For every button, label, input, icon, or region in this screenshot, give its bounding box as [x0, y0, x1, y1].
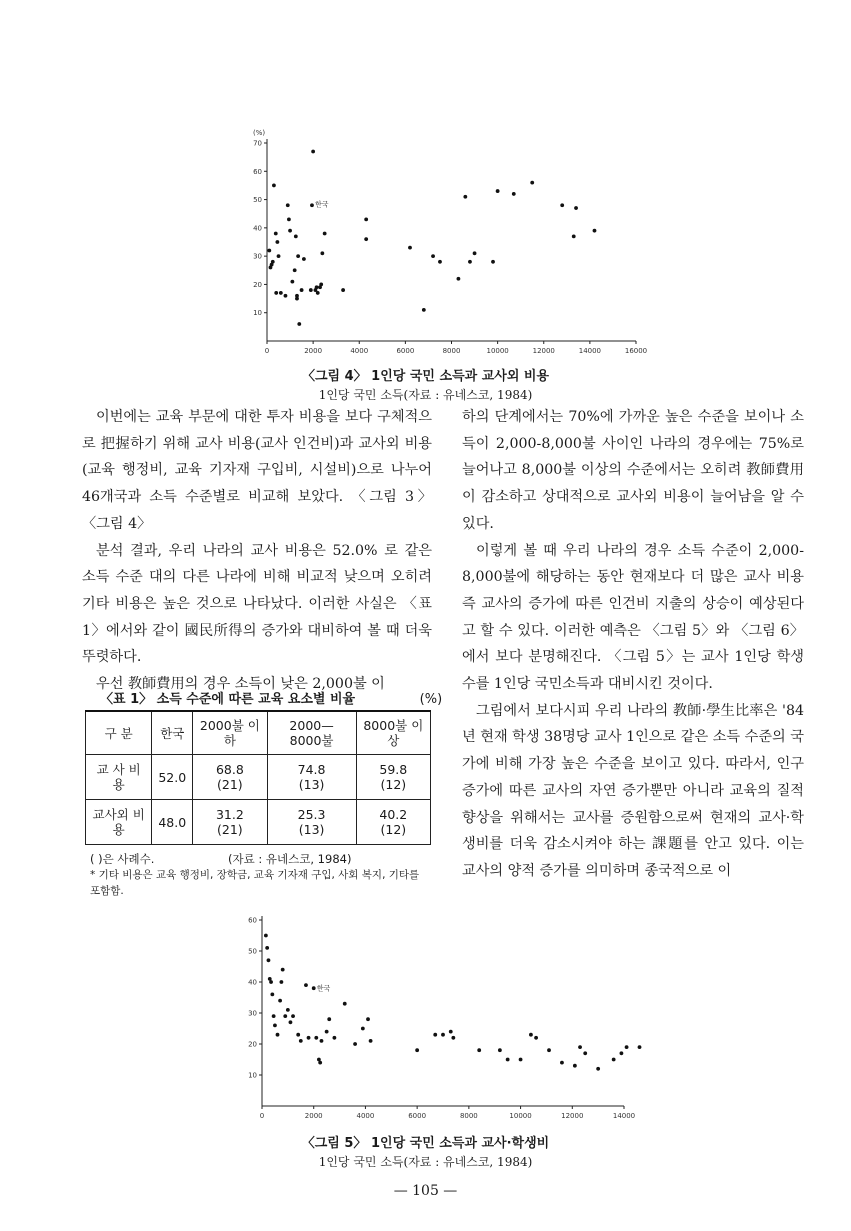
- data-point: [286, 1008, 290, 1012]
- data-point: [323, 232, 327, 236]
- table-header: 한국: [152, 711, 193, 755]
- data-point: [333, 1036, 337, 1040]
- data-point: [534, 1036, 538, 1040]
- table-1-unit: (%): [419, 692, 443, 707]
- data-point: [625, 1045, 629, 1049]
- data-point: [364, 237, 368, 241]
- table-cell: 68.8 (21): [193, 755, 267, 800]
- table-cell: 교사외 비 용: [86, 800, 152, 845]
- data-point: [295, 294, 299, 298]
- data-point: [369, 1039, 373, 1043]
- y-axis-label: (%): [253, 129, 266, 137]
- data-point: [286, 203, 290, 207]
- data-point: [519, 1058, 523, 1062]
- data-point: [574, 206, 578, 210]
- data-point: [309, 288, 313, 292]
- y-tick-label: 40: [253, 224, 262, 233]
- data-point: [433, 1033, 437, 1037]
- data-point: [320, 1039, 324, 1043]
- data-point: [304, 983, 308, 987]
- data-point: [325, 1030, 329, 1034]
- table-cell: 31.2 (21): [193, 800, 267, 845]
- data-point: [272, 1014, 276, 1018]
- data-point: [274, 291, 278, 295]
- table-1-source: (자료 : 유네스코, 1984): [228, 852, 352, 866]
- right-paragraph-2: 이렇게 볼 때 우리 나라의 경우 소득 수준이 2,000-8,000불에 해당하는 동안 현재보다 더 많은 교사 비용 즉 교사의 증가에 따른 인건비 지출의 상승이 예상된다고 할 수 있다. 이러한 예측은 〈그림 5〉와 〈그림 6〉에서 보다 분명해진다. 〈그림 5〉는 교사 1인당 학생수를 1인당 국민소득과 대비시킨 것이다.: [462, 542, 804, 693]
- data-point: [287, 217, 291, 221]
- figure-4-subtitle: 1인당 국민 소득(자료 : 유네스코, 1984): [318, 388, 533, 402]
- data-point: [431, 254, 435, 258]
- data-point: [269, 980, 273, 984]
- data-point: [498, 1048, 502, 1052]
- x-tick-label: 2000: [304, 347, 323, 355]
- data-point: [283, 1014, 287, 1018]
- data-point: [438, 260, 442, 264]
- data-point: [573, 1064, 577, 1068]
- x-tick-label: 6000: [396, 347, 415, 355]
- table-1: [85, 710, 431, 845]
- table-header-row: [86, 711, 431, 755]
- right-paragraph-3: 그림에서 보다시피 우리 나라의 教師·學生比率은 '84년 현재 학생 38명당 교사 1인으로 같은 소득 수준의 국가에 비해 가장 높은 수준을 보이고 있다. 따라서, 인구 증가에 따른 교사의 자연 증가뿐만 아니라 교육의 질적 향상을 위해서는 교사를 증원함으로써 현재의 교사·학생비를 더욱 감소시켜야 하는 課題를 안고 있다. 이는 교사의 양적 증가를 의미하며 종국적으로 이: [462, 702, 804, 879]
- x-tick-label: 14000: [612, 1112, 636, 1120]
- data-point: [311, 150, 315, 154]
- data-point: [274, 232, 278, 236]
- data-point: [312, 986, 316, 990]
- left-paragraph-1: 이번에는 교육 부문에 대한 투자 비용을 보다 구체적으로 把握하기 위해 교사 비용(교사 인건비)과 교사외 비용(교육 행정비, 교육 기자재 구입비, 시설비)으로 나누어 46개국과 소득 수준별로 비교해 보았다. 〈그림 3〉 〈그림 4〉: [82, 409, 432, 532]
- data-point: [272, 184, 276, 188]
- y-tick-label: 70: [253, 139, 262, 148]
- data-point: [477, 1048, 481, 1052]
- data-point: [300, 288, 304, 292]
- table-1-title: 〈표 1〉 소득 수준에 따른 교육 요소별 비율 (%): [100, 692, 443, 707]
- data-point: [273, 1024, 277, 1028]
- x-tick-label: 14000: [578, 347, 602, 355]
- data-point: [267, 958, 271, 962]
- data-point: [468, 260, 472, 264]
- data-point: [593, 229, 597, 233]
- figure-4-title: 〈그림 4〉 1인당 국민 소득과 교사외 비용: [301, 369, 550, 384]
- data-point: [578, 1045, 582, 1049]
- data-point: [278, 999, 282, 1003]
- data-point: [275, 240, 279, 244]
- y-tick-label: 60: [253, 167, 262, 176]
- data-point: [318, 1061, 322, 1065]
- figure-4-caption: [0, 365, 851, 403]
- korea-annotation: 한국: [314, 200, 329, 209]
- table-cell: 교 사 비 용: [86, 755, 152, 800]
- data-point: [315, 285, 319, 289]
- data-point: [281, 968, 285, 972]
- data-point: [310, 203, 314, 207]
- data-point: [341, 288, 345, 292]
- data-point: [415, 1048, 419, 1052]
- table-cell: 74.8 (13): [267, 755, 356, 800]
- x-tick-label: 12000: [532, 347, 555, 355]
- data-point: [560, 203, 564, 207]
- right-column: [462, 404, 804, 885]
- data-point: [302, 257, 306, 261]
- data-point: [366, 1017, 370, 1021]
- data-point: [560, 1061, 564, 1065]
- data-point: [512, 192, 516, 196]
- data-point: [408, 246, 412, 250]
- figure-5-title: 〈그림 5〉 1인당 국민 소득과 교사·학생비: [301, 1136, 550, 1151]
- data-point: [319, 283, 323, 287]
- table-1-note-footnote: * 기타 비용은 교육 행정비, 장학금, 교육 기자재 구입, 사회 복지, 기타를 포함함.: [90, 869, 420, 897]
- y-tick-label: 60: [248, 916, 257, 925]
- y-tick-label: 20: [248, 1040, 257, 1049]
- data-point: [271, 260, 275, 264]
- left-paragraph-2: 분석 결과, 우리 나라의 교사 비용은 52.0% 로 같은 소득 수준 대의 다른 나라에 비해 비교적 낮으며 오히려 기타 비용은 높은 것으로 나타났다. 이러한 사실은 〈표 1〉에서와 같이 國民所得의 증가와 대비하여 볼 때 더욱 뚜렷하다.: [82, 542, 432, 666]
- table-header: 8000불 이상: [356, 711, 430, 755]
- data-point: [267, 249, 271, 253]
- data-point: [612, 1058, 616, 1062]
- data-point: [296, 254, 300, 258]
- figure-5-chart: [240, 910, 660, 1125]
- x-tick-label: 8000: [442, 347, 461, 355]
- data-point: [353, 1042, 357, 1046]
- data-point: [457, 277, 461, 281]
- x-tick-label: 8000: [459, 1112, 478, 1120]
- x-tick-label: 4000: [356, 1112, 375, 1120]
- table-cell: 40.2 (12): [356, 800, 430, 845]
- data-point: [449, 1030, 453, 1034]
- table-header: 2000불 이하: [193, 711, 267, 755]
- data-point: [279, 291, 283, 295]
- data-point: [343, 1002, 347, 1006]
- data-point: [596, 1067, 600, 1071]
- x-tick-label: 0: [264, 347, 270, 355]
- data-point: [463, 195, 467, 199]
- data-point: [473, 251, 477, 255]
- y-tick-label: 40: [248, 978, 257, 987]
- data-point: [264, 934, 268, 938]
- data-point: [638, 1045, 642, 1049]
- y-tick-label: 10: [253, 309, 262, 318]
- data-point: [307, 1036, 311, 1040]
- data-point: [290, 280, 294, 284]
- data-point: [289, 1020, 293, 1024]
- y-tick-label: 30: [248, 1009, 257, 1018]
- data-point: [288, 229, 292, 233]
- data-point: [620, 1051, 624, 1055]
- data-point: [296, 1033, 300, 1037]
- table-header: 2000— 8000불: [267, 711, 356, 755]
- data-point: [316, 291, 320, 295]
- data-point: [361, 1027, 365, 1031]
- data-point: [529, 1033, 533, 1037]
- figure-5-subtitle: 1인당 국민 소득(자료 : 유네스코, 1984): [318, 1155, 533, 1169]
- data-point: [491, 260, 495, 264]
- data-point: [277, 254, 281, 258]
- y-tick-label: 50: [248, 947, 257, 956]
- left-paragraph-3: 우선 教師費用의 경우 소득이 낮은 2,000불 이: [96, 676, 385, 693]
- table-cell: 59.8 (12): [356, 755, 430, 800]
- data-point: [496, 189, 500, 193]
- page-number: — 105 —: [393, 1183, 458, 1199]
- data-point: [284, 294, 288, 298]
- figure-5-caption: [0, 1132, 851, 1170]
- y-tick-label: 50: [253, 196, 262, 205]
- data-point: [314, 1036, 318, 1040]
- y-tick-label: 10: [248, 1071, 257, 1080]
- data-point: [506, 1058, 510, 1062]
- data-point: [270, 993, 274, 997]
- table-1-note-cases: ( )은 사례수.: [90, 852, 155, 866]
- x-tick-label: 12000: [561, 1112, 584, 1120]
- x-tick-label: 2000: [304, 1112, 323, 1120]
- data-point: [279, 980, 283, 984]
- table-cell: 25.3 (13): [267, 800, 356, 845]
- data-point: [441, 1033, 445, 1037]
- y-tick-label: 30: [253, 252, 262, 261]
- data-point: [572, 234, 576, 238]
- x-tick-label: 10000: [509, 1112, 532, 1120]
- table-1-notes: [90, 852, 430, 899]
- data-point: [276, 1033, 280, 1037]
- table-cell: 48.0: [152, 800, 193, 845]
- table-row: [86, 755, 431, 800]
- x-tick-label: 16000: [624, 347, 648, 355]
- data-point: [293, 268, 297, 272]
- table-cell: 52.0: [152, 755, 193, 800]
- korea-annotation: 한국: [316, 984, 331, 993]
- x-tick-label: 10000: [486, 347, 509, 355]
- left-column: [82, 404, 432, 698]
- data-point: [530, 181, 534, 185]
- data-point: [320, 251, 324, 255]
- x-tick-label: 4000: [350, 347, 369, 355]
- data-point: [291, 1014, 295, 1018]
- y-tick-label: 20: [253, 280, 262, 289]
- data-point: [327, 1017, 331, 1021]
- data-point: [547, 1048, 551, 1052]
- data-point: [583, 1051, 587, 1055]
- data-point: [364, 217, 368, 221]
- data-point: [422, 308, 426, 312]
- data-point: [451, 1036, 455, 1040]
- data-point: [297, 322, 301, 326]
- table-row: [86, 800, 431, 845]
- data-point: [299, 1039, 303, 1043]
- figure-4-chart: [240, 125, 660, 357]
- right-paragraph-1: 하의 단계에서는 70%에 가까운 높은 수준을 보이나 소득이 2,000-8,000불 사이인 나라의 경우에는 75%로 늘어나고 8,000불 이상의 수준에서는 오히려 教師費用이 감소하고 상대적으로 교사외 비용이 늘어남을 알 수 있다.: [462, 409, 804, 532]
- data-point: [294, 234, 298, 238]
- x-tick-label: 0: [259, 1112, 265, 1120]
- x-tick-label: 6000: [408, 1112, 427, 1120]
- data-point: [265, 946, 269, 950]
- table-header: 구 분: [86, 711, 152, 755]
